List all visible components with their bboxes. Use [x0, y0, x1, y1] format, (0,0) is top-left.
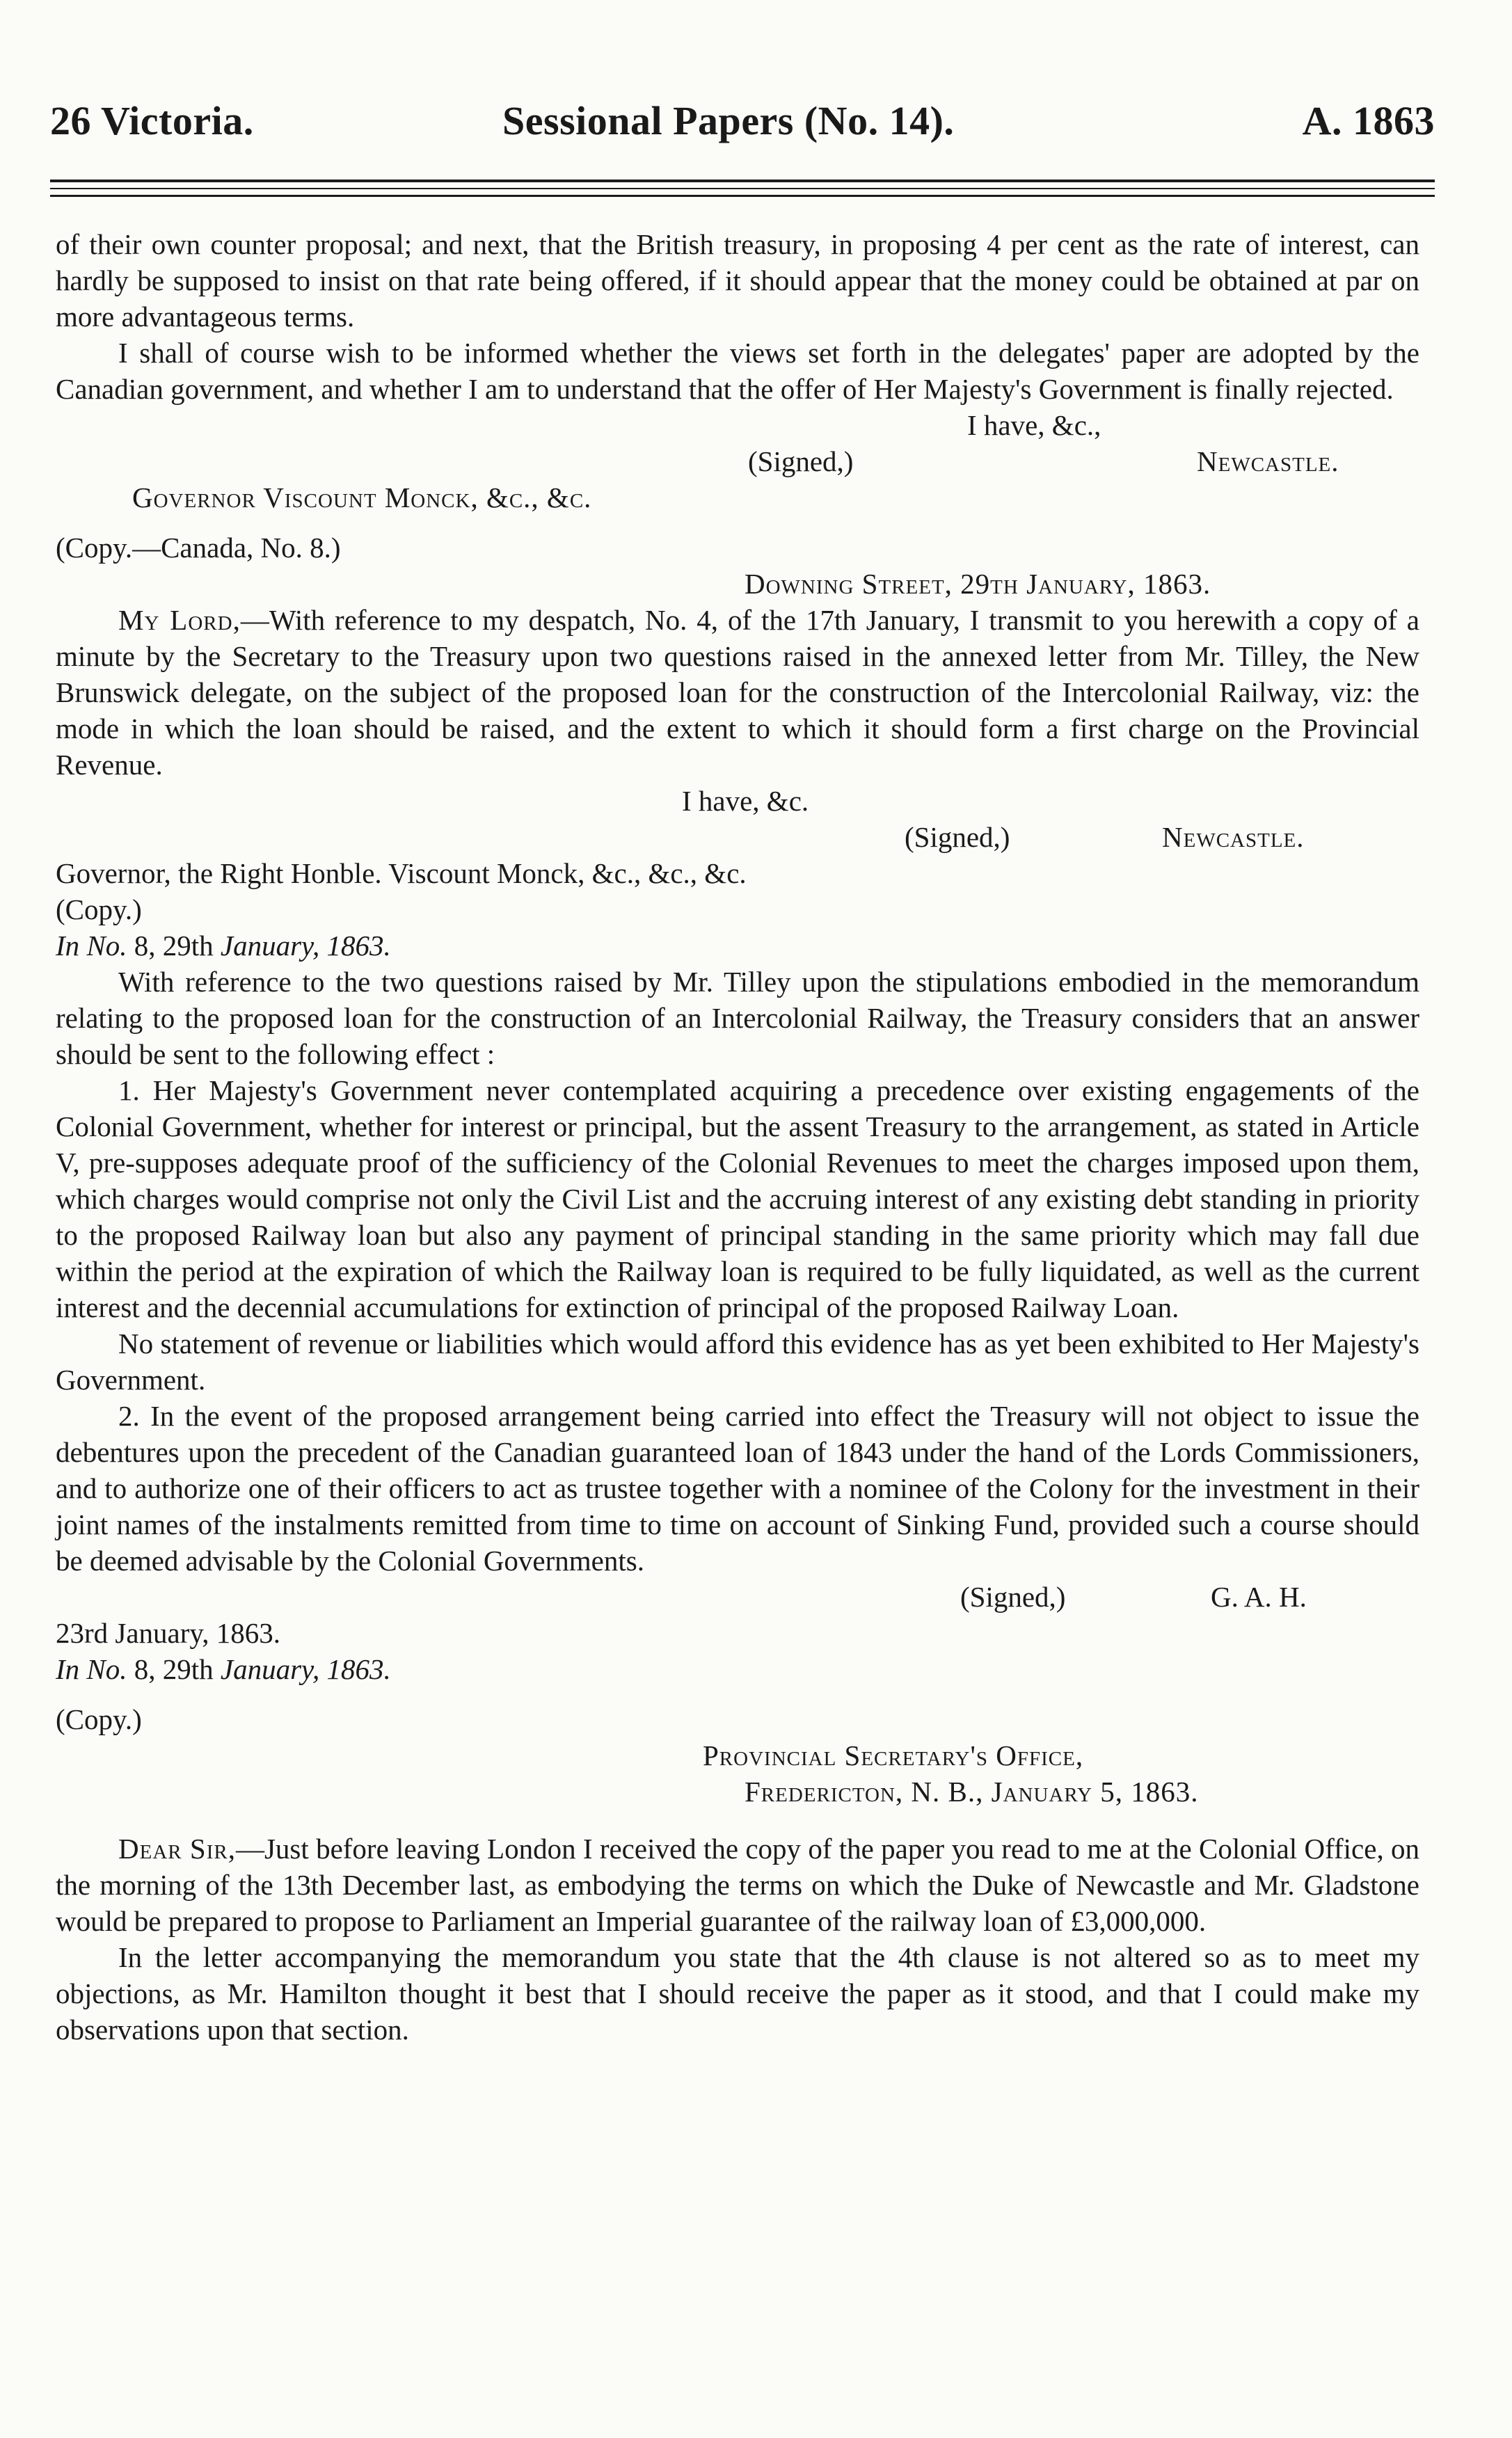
- signer-name: G. A. H.: [1211, 1581, 1307, 1613]
- copy-label: (Copy.): [56, 893, 142, 925]
- location-date: Fredericton, N. B., January 5, 1863.: [745, 1776, 1199, 1808]
- ref-suffix: January, 1863.: [220, 930, 391, 962]
- paragraph: [56, 602, 1419, 783]
- signed-label: (Signed,): [960, 1581, 1066, 1613]
- header-session: 26 Victoria.: [50, 98, 254, 143]
- paragraph: 1. Her Majesty's Government never contemplated acquiring a precedence over existing engagements of the Colonial Government, whether for interest or principal, but the assent Treasury to the arrangement, as stated in Article V, pre-supposes adequate proof of the sufficiency of the Colonial Revenues to meet the charges imposed upon them, which charges would comprise not only the Civil List and the accruing interest of any existing debt standing in priority to the proposed Railway loan but also any payment of principal standing in the same priority which may fall due within the period at the expiration of which the Railway loan is required to be fully liquidated, as well as the current interest and the decennial accumulations for extinction of principal of the proposed Railway Loan.: [56, 1074, 1419, 1323]
- letter-body: —Just before leaving London I received the copy of the paper you read to me at the Colonial Office, on the morning of the 13th December last, as embodying the terms on which the Duke of Newcastle and Mr. Gladstone would be prepared to propose to Parliament an Imperial guarantee of the railway loan of £3,000,000.: [56, 1833, 1419, 1937]
- closing-text: I have, &c.: [682, 785, 809, 817]
- signer-name: Newcastle.: [1162, 821, 1305, 853]
- document-body: [56, 226, 1419, 2048]
- header-rule: [50, 195, 1435, 197]
- paragraph: No statement of revenue or liabilities which would afford this evidence has as yet been exhibited to Her Majesty's Government.: [56, 1328, 1419, 1396]
- signed-label: (Signed,): [905, 821, 1010, 853]
- reference-line: [56, 1651, 1419, 1687]
- signature-line: [56, 443, 1419, 479]
- header-title: Sessional Papers (No. 14).: [502, 98, 955, 143]
- paragraph: In the letter accompanying the memorandum you state that the 4th clause is not altered so as to meet my objections, as Mr. Hamilton thought it best that I should receive the paper as it stood, and that I could make my observations upon that section.: [56, 1941, 1419, 2046]
- signer-name: Newcastle.: [1197, 445, 1339, 477]
- letter-location: [56, 1774, 1419, 1810]
- header-rule: [50, 180, 1435, 182]
- reference-line: [56, 927, 1419, 964]
- copy-label: (Copy.): [56, 1703, 142, 1735]
- paragraph: of their own counter proposal; and next, that the British treasury, in proposing 4 per cent as the rate of interest, can hardly be supposed to insist on that rate being offered, if it should appear that the money could be obtained at par on more advantageous terms.: [56, 228, 1419, 333]
- signature-line: [56, 819, 1419, 855]
- copy-label: (Copy.—Canada, No. 8.): [56, 532, 341, 564]
- paragraph: [56, 1831, 1419, 1939]
- header-year: A. 1863: [1302, 98, 1435, 143]
- letter-closing: [56, 783, 1419, 819]
- closing-text: I have, &c.,: [967, 409, 1101, 441]
- paragraph: I shall of course wish to be informed whether the views set forth in the delegates' paper are adopted by the Canadian government, and whether I am to understand that the offer of Her Majesty's Government is finally rejected.: [56, 337, 1419, 405]
- office-line: [56, 1737, 1419, 1774]
- letter-location: [56, 566, 1419, 602]
- date-line: 23rd January, 1863.: [56, 1617, 280, 1649]
- salutation: Dear Sir,: [118, 1833, 236, 1865]
- signed-label: (Signed,): [748, 445, 854, 477]
- paragraph: With reference to the two questions raised by Mr. Tilley upon the stipulations embodied in the memorandum relating to the proposed loan for the construction of an Intercolonial Railway, the Treasury considers that an answer should be sent to the following effect :: [56, 966, 1419, 1070]
- office-name: Provincial Secretary's Office,: [703, 1739, 1084, 1771]
- letter-closing: [56, 407, 1419, 443]
- letter-body: —With reference to my despatch, No. 4, of the 17th January, I transmit to you herewith a copy of a minute by the Secretary to the Treasury upon two questions raised in the annexed letter from Mr. Tilley, the New Brunswick delegate, on the subject of the proposed loan for the construction of the Intercolonial Railway, viz: the mode in which the loan should be raised, and the extent to which it should form a first charge on the Provincial Revenue.: [56, 604, 1420, 781]
- salutation: My Lord,: [118, 604, 241, 636]
- location-date: Downing Street, 29th January, 1863.: [745, 568, 1211, 600]
- addressee-line: [56, 479, 1419, 516]
- ref-prefix: In No.: [56, 1653, 127, 1685]
- page-header: [50, 83, 1435, 153]
- addressee: Governor Viscount Monck, &c., &c.: [132, 481, 592, 513]
- ref-num: 8, 29th: [134, 1653, 214, 1685]
- signature-line: [56, 1579, 1419, 1615]
- ref-num: 8, 29th: [134, 930, 214, 962]
- header-rule: [50, 188, 1435, 189]
- paragraph: 2. In the event of the proposed arrangement being carried into effect the Treasury will not object to issue the debentures upon the precedent of the Canadian guaranteed loan of 1843 under the hand of the Lords Commissioners, and to authorize one of their officers to act as trustee together with a nominee of the Colony for the investment in their joint names of the instalments remitted from time to time on account of Sinking Fund, provided such a course should be deemed advisable by the Colonial Governments.: [56, 1400, 1419, 1577]
- ref-suffix: January, 1863.: [220, 1653, 391, 1685]
- addressee: Governor, the Right Honble. Viscount Monck, &c., &c., &c.: [56, 857, 747, 889]
- ref-prefix: In No.: [56, 930, 127, 962]
